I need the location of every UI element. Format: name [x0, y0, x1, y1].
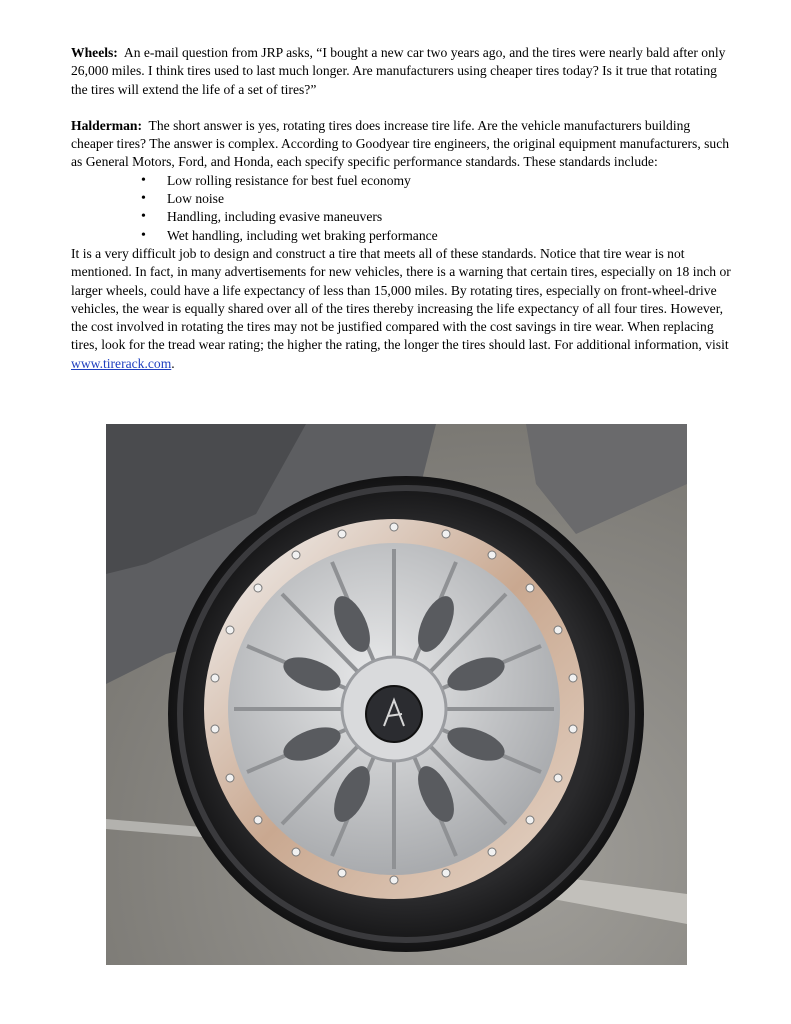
- question-text: An e-mail question from JRP asks, “I bought a new car two years ago, and the tires were nearly bald after only 26,000 miles. I think tires used to last much longer. Are manufacturers using cheaper tires today? Is it true that rotating the tires will extend the life of a set of tires?”: [71, 45, 726, 97]
- answer-body: It is a very difficult job to design and construct a tire that meets all of these standards. Notice that tire wear is not mentioned. In fact, in many advertisements for new vehicles, there is a warning that certain tires, especially on 18 inch or larger wheels, could have a life expectancy of less than 15,000 miles. By rotating tires, especially on front-wheel-drive vehicles, the wear is equally shared over all of the tires thereby increasing the life expectancy of all four tires. However, the cost involved in rotating the tires may not be justified compared with the cost savings in tire wear. When replacing tires, look for the tread wear rating; the higher the rating, the longer the tires should last. For additional information, visit: [71, 245, 731, 353]
- standard-item: • Low rolling resistance for best fuel economy: [141, 172, 731, 190]
- question-paragraph: [71, 44, 731, 99]
- paragraph-gap: [71, 99, 731, 117]
- standard-item: • Wet handling, including wet braking performance: [141, 227, 731, 245]
- standard-item: • Low noise: [141, 190, 731, 208]
- tirerack-link[interactable]: www.tirerack.com: [71, 355, 172, 371]
- standard-item: • Handling, including evasive maneuvers: [141, 208, 731, 226]
- article-body: [71, 44, 731, 373]
- answer-label: Halderman:: [71, 117, 142, 133]
- wheel-photo: [106, 424, 687, 965]
- answer-body-paragraph: [71, 245, 731, 373]
- answer-intro-paragraph: [71, 117, 731, 172]
- center-cap: [366, 686, 422, 742]
- link-period: .: [171, 355, 175, 371]
- answer-intro: The short answer is yes, rotating tires does increase tire life. Are the vehicle manufacturers building cheaper tires? The answer is complex. According to Goodyear tire engineers, the original equipment manufacturers, such as General Motors, Ford, and Honda, each specify specific performance standards. These standards include:: [71, 117, 730, 170]
- standards-list: [71, 172, 731, 245]
- question-label: Wheels:: [71, 45, 118, 60]
